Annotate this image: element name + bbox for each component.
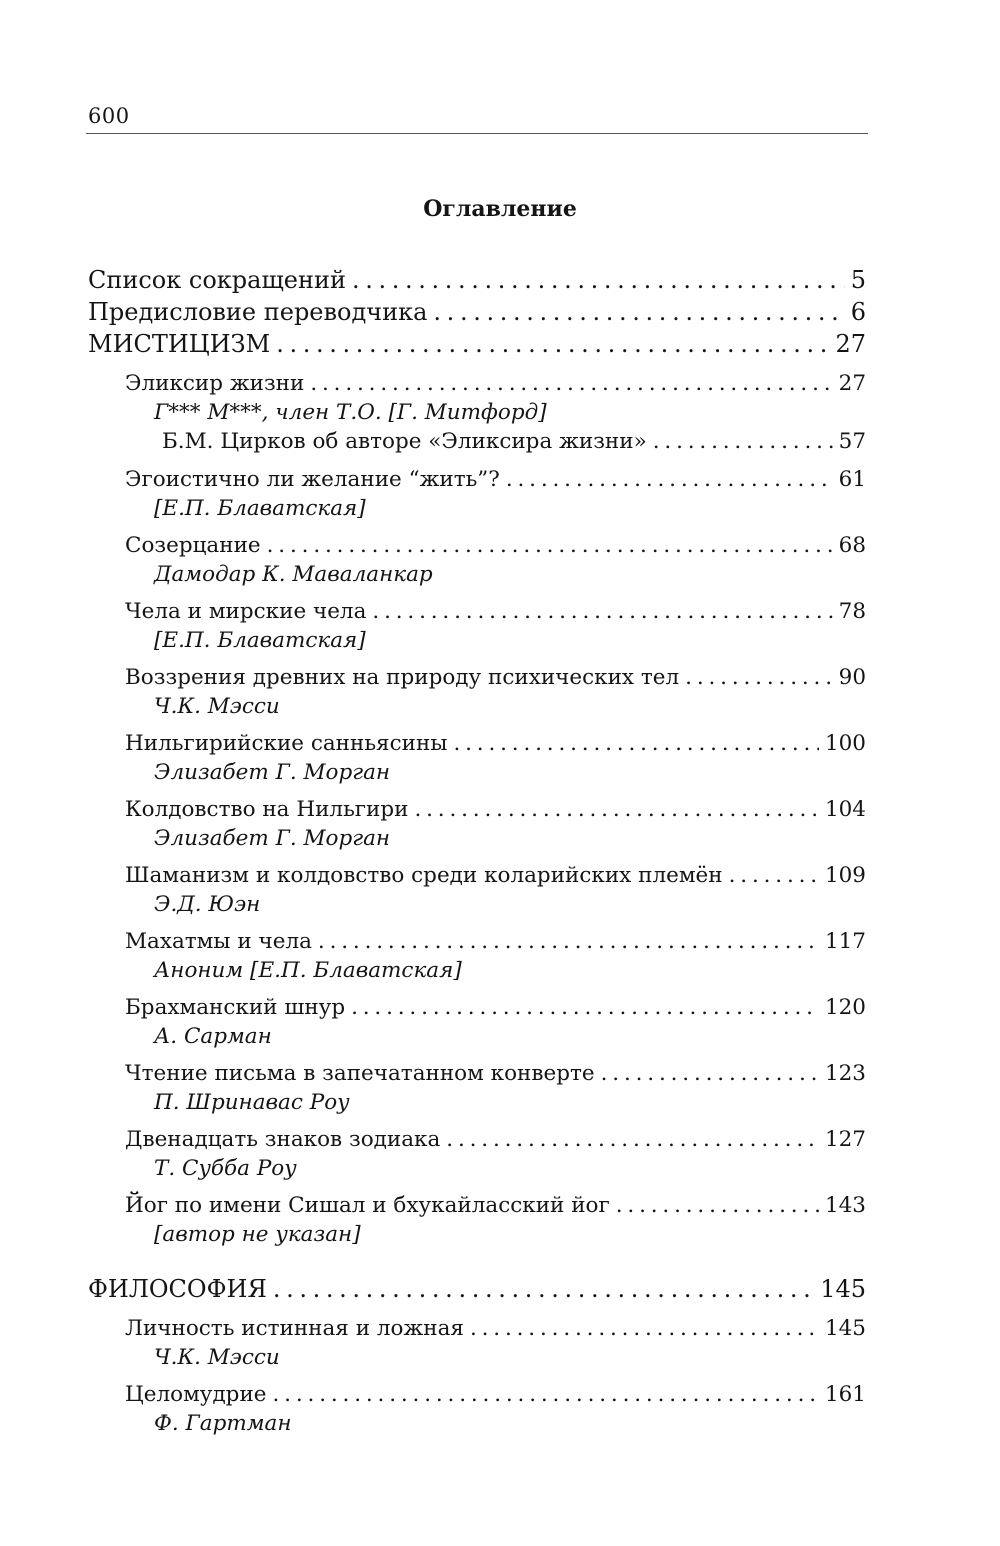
entry-author: Ф. Гартман: [154, 1411, 292, 1436]
section-title: МИСТИЦИЗМ: [88, 330, 271, 358]
entry-page: 6: [850, 298, 866, 326]
toc-entry: [125, 1191, 866, 1249]
toc-title: Оглавление: [423, 196, 577, 222]
entry-title: Личность истинная и ложная: [125, 1316, 464, 1341]
entry-page: 109: [824, 863, 866, 888]
entry-subline[interactable]: [125, 427, 866, 457]
entry-line[interactable]: [125, 795, 866, 825]
entry-author: Ч.К. Мэсси: [154, 694, 280, 719]
entry-title: Б.М. Цирков об авторе «Эликсира жизни»: [162, 429, 647, 454]
entry-author: [Е.П. Блаватская]: [154, 496, 366, 521]
dot-leader: [453, 729, 819, 759]
entry-page: 61: [838, 467, 866, 492]
entry-title: Двенадцать знаков зодиака: [125, 1127, 441, 1152]
dot-leader: [267, 531, 833, 561]
entry-page: 145: [824, 1316, 866, 1341]
entry-title: Чтение письма в запечатанном конверте: [125, 1061, 595, 1086]
entry-line[interactable]: [125, 465, 866, 495]
entry-title: Колдовство на Нильгири: [125, 797, 409, 822]
entry-page: 120: [824, 995, 866, 1020]
dot-leader: [414, 795, 818, 825]
section-heading[interactable]: [88, 1273, 866, 1306]
entry-page: 127: [824, 1127, 866, 1152]
entry-author: Т. Субба Роу: [154, 1156, 297, 1181]
entry-page: 123: [824, 1061, 866, 1086]
entry-page: 143: [824, 1193, 866, 1218]
entry-author: [Е.П. Блаватская]: [154, 628, 366, 653]
entry-line[interactable]: [125, 663, 866, 693]
section-entries: [88, 369, 866, 1249]
toc-entry: [125, 369, 866, 457]
entry-title: Махатмы и чела: [125, 929, 312, 954]
entry-title: Целомудрие: [125, 1382, 267, 1407]
table-of-contents: [88, 264, 866, 1446]
page-number: 600: [88, 104, 130, 128]
entry-line[interactable]: [125, 993, 866, 1023]
toc-entry: [125, 1059, 866, 1117]
entry-line[interactable]: [125, 597, 866, 627]
toc-entry: [125, 729, 866, 787]
section-page: 145: [820, 1275, 866, 1303]
entry-line[interactable]: [125, 1314, 866, 1344]
entry-title: Нильгирийские санньясины: [125, 731, 448, 756]
toc-entry: [125, 597, 866, 655]
dot-leader: [310, 369, 832, 399]
dot-leader: [616, 1191, 819, 1221]
entry-author: [автор не указан]: [154, 1222, 361, 1247]
entry-page: 117: [824, 929, 866, 954]
entry-page: 100: [824, 731, 866, 756]
dot-leader: [653, 427, 833, 457]
toc-entry: [125, 1125, 866, 1183]
entry-title: Чела и мирские чела: [125, 599, 367, 624]
entry-title: Предисловие переводчика: [88, 298, 428, 326]
toc-entry: [125, 465, 866, 523]
entry-author: А. Сарман: [154, 1024, 272, 1049]
entry-page: 68: [838, 533, 866, 558]
entry-line[interactable]: [125, 531, 866, 561]
entry-line[interactable]: [125, 369, 866, 399]
dot-leader: [433, 296, 844, 328]
entry-line[interactable]: [125, 861, 866, 891]
entry-line[interactable]: [125, 927, 866, 957]
dot-leader: [351, 993, 819, 1023]
entry-page: 161: [824, 1382, 866, 1407]
entry-page: 57: [838, 429, 866, 454]
entry-title: Шаманизм и колдовство среди коларийских племён: [125, 863, 723, 888]
toc-entry: [125, 1314, 866, 1372]
entry-title: Созерцание: [125, 533, 261, 558]
toc-entry: [125, 861, 866, 919]
entry-author: Г*** М***, член Т.О. [Г. Митфорд]: [154, 400, 547, 425]
section-entries: [88, 1314, 866, 1438]
entry-title: Эгоистично ли желание “жить”?: [125, 467, 500, 492]
entry-title: Список сокращений: [88, 266, 346, 294]
entry-title: Йог по имени Сишал и бхукайласский йог: [125, 1193, 610, 1218]
entry-author: Дамодар К. Маваланкар: [154, 562, 433, 587]
section-page: 27: [835, 330, 866, 358]
toc-entry[interactable]: [88, 296, 866, 328]
entry-author: Аноним [Е.П. Блаватская]: [154, 958, 462, 983]
entry-author: Элизабет Г. Морган: [154, 760, 391, 785]
section-title: ФИЛОСОФИЯ: [88, 1275, 267, 1303]
entry-line[interactable]: [125, 1380, 866, 1410]
dot-leader: [276, 328, 829, 361]
entry-line[interactable]: [125, 1191, 866, 1221]
entry-page: 90: [838, 665, 866, 690]
dot-leader: [273, 1273, 814, 1306]
toc-entry: [125, 1380, 866, 1438]
entry-title: Воззрения древних на природу психических тел: [125, 665, 680, 690]
entry-page: 27: [838, 371, 866, 396]
section-heading[interactable]: [88, 328, 866, 361]
header-rule: [86, 133, 868, 134]
dot-leader: [372, 597, 832, 627]
entry-line[interactable]: [125, 1125, 866, 1155]
entry-page: 78: [838, 599, 866, 624]
dot-leader: [729, 861, 819, 891]
entry-title: Эликсир жизни: [125, 371, 305, 396]
dot-leader: [470, 1314, 819, 1344]
entry-title: Брахманский шнур: [125, 995, 346, 1020]
toc-entry: [125, 993, 866, 1051]
dot-leader: [446, 1125, 819, 1155]
entry-author: Ч.К. Мэсси: [154, 1345, 280, 1370]
entry-page: 5: [850, 266, 866, 294]
toc-entry: [125, 531, 866, 589]
toc-entry[interactable]: [88, 264, 866, 296]
toc-entry: [125, 927, 866, 985]
dot-leader: [601, 1059, 819, 1089]
entry-author: Элизабет Г. Морган: [154, 826, 391, 851]
entry-author: П. Шринавас Роу: [154, 1090, 350, 1115]
dot-leader: [352, 264, 845, 296]
dot-leader: [685, 663, 832, 693]
toc-entry: [125, 795, 866, 853]
dot-leader: [318, 927, 819, 957]
toc-entry: [125, 663, 866, 721]
entry-line[interactable]: [125, 729, 866, 759]
entry-author: Э.Д. Юэн: [154, 892, 261, 917]
entry-page: 104: [824, 797, 866, 822]
dot-leader: [273, 1380, 819, 1410]
dot-leader: [506, 465, 833, 495]
entry-line[interactable]: [125, 1059, 866, 1089]
